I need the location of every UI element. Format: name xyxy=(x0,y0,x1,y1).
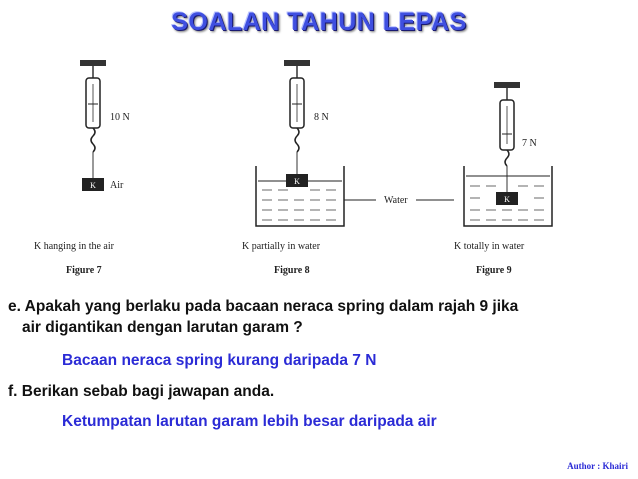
figure-7 xyxy=(34,60,130,276)
block-label: K xyxy=(90,181,96,190)
spring-balance-figures xyxy=(14,48,624,288)
medium-label: Air xyxy=(110,180,124,191)
block-label: K xyxy=(294,177,300,186)
author-credit: Author : Khairi xyxy=(567,461,628,471)
figure-9 xyxy=(454,82,552,276)
question-e xyxy=(8,296,518,338)
water-label: Water xyxy=(384,195,408,206)
figure-number: Figure 8 xyxy=(274,265,310,276)
answer-f: Ketumpatan larutan garam lebih besar daripada air xyxy=(62,413,437,430)
figure-caption: K partially in water xyxy=(242,241,321,252)
question-f: f. Berikan sebab bagi jawapan anda. xyxy=(8,383,275,400)
figure-caption: K totally in water xyxy=(454,241,525,252)
answer-e: Bacaan neraca spring kurang daripada 7 N xyxy=(62,352,377,369)
block-label: K xyxy=(504,195,510,204)
slide-title: SOALAN TAHUN LEPAS xyxy=(171,8,467,36)
question-e-line1: e. Apakah yang berlaku pada bacaan neraca spring dalam rajah 9 jika xyxy=(8,298,519,315)
reading-label: 7 N xyxy=(522,138,537,149)
reading-label: 10 N xyxy=(110,112,130,123)
reading-label: 8 N xyxy=(314,112,329,123)
figure-8 xyxy=(242,60,454,276)
figure-caption: K hanging in the air xyxy=(34,241,114,252)
question-e-line2: air digantikan dengan larutan garam ? xyxy=(22,319,303,336)
figure-number: Figure 9 xyxy=(476,265,512,276)
figure-number: Figure 7 xyxy=(66,265,102,276)
